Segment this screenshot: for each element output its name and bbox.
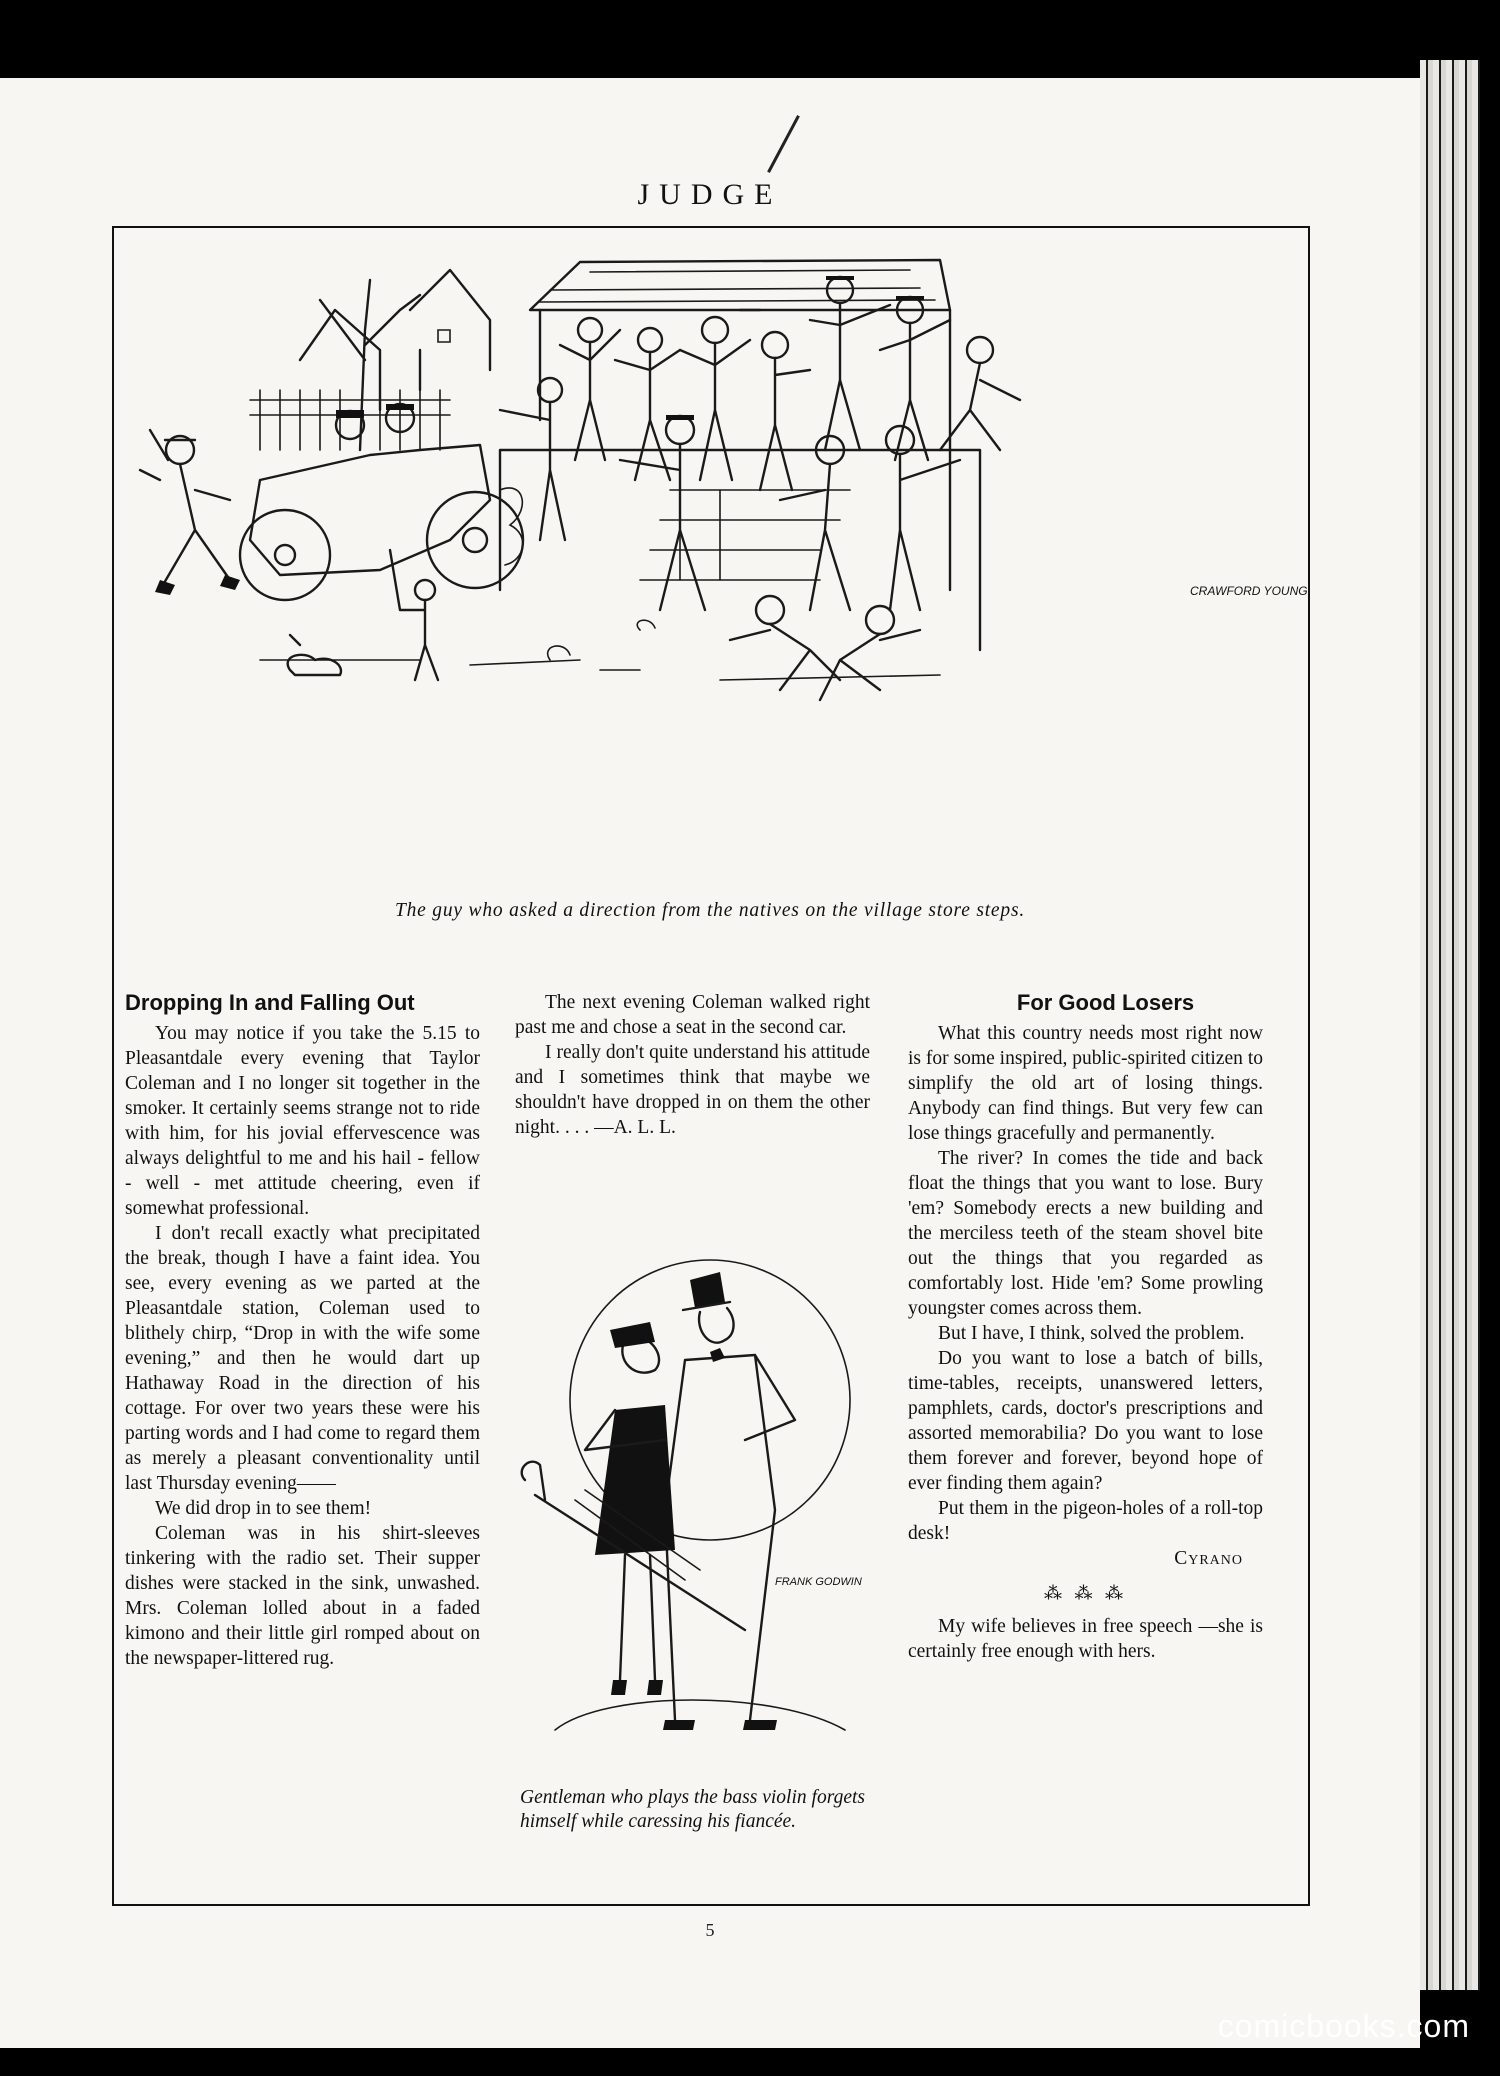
article2-signature: Cyrano (1174, 1548, 1243, 1569)
article1-paragraph: I really don't quite understand his attitude and I sometimes think that maybe we shouldn't have dropped in on them the other night. . . . —A. L. L. (515, 1042, 870, 1138)
article2-paragraph: But I have, I think, solved the problem. (938, 1323, 1245, 1344)
column-left (125, 990, 480, 1671)
column-right (908, 990, 1263, 1664)
joke-text: My wife believes in free speech —she is certainly free enough with hers. (908, 1616, 1263, 1662)
article1-paragraph: Coleman was in his shirt-sleeves tinkering with the radio set. Their supper dishes were stacked in the sink, unwashed. Mrs. Coleman lolled about in a faded kimono and their little girl romped about on the newspaper-littered rug. (125, 1523, 480, 1669)
article1-paragraph: The next evening Coleman walked right past me and chose a seat in the second car. (515, 992, 870, 1038)
cartoon-mid-caption: Gentleman who plays the bass violin forgets himself while caressing his fiancée. (520, 1787, 865, 1832)
article1-paragraph: We did drop in to see them! (155, 1498, 372, 1519)
article2-paragraph: Put them in the pigeon-holes of a roll-top desk! (908, 1498, 1263, 1544)
article2-paragraph: The river? In comes the tide and back float the things that you want to lose. Bury 'em? Somebody erects a new building and the merciless teeth of the steam shovel bite out the things that you regarded as comfortably lost. Hide 'em? Some prowling youngster comes across them. (908, 1148, 1263, 1319)
article1-title: Dropping In and Falling Out (125, 990, 415, 1015)
page-number: 5 (705, 1920, 715, 1940)
watermark: comicbooks.com (1217, 2008, 1470, 2044)
cartoon-top-caption: The guy who asked a direction from the natives on the village store steps. (394, 900, 1026, 921)
village-store-cartoon (120, 250, 1308, 890)
masthead: JUDGE (637, 178, 783, 211)
article1-paragraph: I don't recall exactly what precipitated the break, though I have a faint idea. You see, every evening as we parted at the Pleasantdale station, Coleman used to blithely chirp, “Drop in with the wife some evening,” and then he would dart up Hathaway Road in the direction of his cottage. For over two years these were his parting words and I had come to regard them as merely a pleasant conventionality until last Thursday evening—— (125, 1223, 480, 1494)
bass-violin-cartoon (515, 1250, 870, 1750)
article2-paragraph: What this country needs most right now is for some inspired, public-spirited citizen to simplify the old art of losing things. Anybody can find things. But very few can lose things gracefully and permanently. (908, 1023, 1263, 1144)
page-edges (1420, 60, 1480, 1990)
article2-paragraph: Do you want to lose a batch of bills, time-tables, receipts, unanswered letters, pamphlets, cards, doctor's prescriptions and assorted memorabilia? Do you want to lose them forever and forever, beyond hope of ever finding them again? (908, 1348, 1263, 1494)
article2-title: For Good Losers (1016, 990, 1195, 1015)
article1-paragraph: You may notice if you take the 5.15 to Pleasantdale every evening that Taylor Coleman and I no longer sit together in the smoker. It certainly seems strange not to ride with him, for his jovial effervescence was always delightful to me and his hail - fellow - well - met attitude cheering, even if somewhat professional. (125, 1023, 480, 1219)
cartoon-top-signature: CRAWFORD YOUNG (1190, 584, 1308, 598)
section-dingbat: ⁂ ⁂ ⁂ (1044, 1583, 1127, 1603)
column-middle (515, 990, 870, 1140)
cartoon-mid-signature: FRANK GODWIN (775, 1576, 862, 1588)
